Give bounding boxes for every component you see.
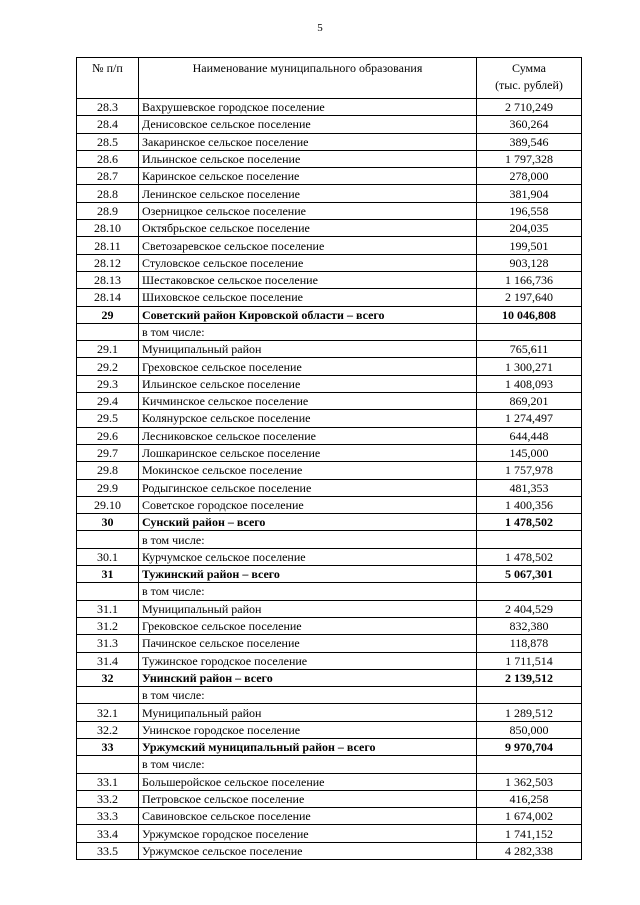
row-number: 32 [77,669,139,686]
column-header-sum-title: Сумма [512,61,546,75]
row-sum: 278,000 [477,168,582,185]
row-number: 30 [77,514,139,531]
column-header-name: Наименование муниципального образования [139,58,477,99]
row-name: Петровское сельское поселение [139,790,477,807]
table-row [77,756,582,773]
row-name: Ильинское сельское поселение [139,375,477,392]
table-row [77,358,582,375]
row-number: 33.2 [77,790,139,807]
row-name: Большеройское сельское поселение [139,773,477,790]
row-sum: 9 970,704 [477,738,582,755]
column-header-number: № п/п [77,58,139,99]
row-number: 30.1 [77,548,139,565]
row-number: 33.5 [77,842,139,859]
row-sum: 2 710,249 [477,99,582,116]
table-row-total [77,669,582,686]
row-number: 32.1 [77,704,139,721]
table-row [77,202,582,219]
row-number: 28.12 [77,254,139,271]
row-number: 28.8 [77,185,139,202]
row-sum: 199,501 [477,237,582,254]
row-sum: 1 478,502 [477,514,582,531]
row-name: Уржумский муниципальный район – всего [139,738,477,755]
row-name: в том числе: [139,756,477,773]
row-sum: 903,128 [477,254,582,271]
row-sum [477,583,582,600]
page-number: 5 [317,22,323,34]
row-sum: 2 197,640 [477,289,582,306]
table-header [77,58,582,99]
row-number: 29.10 [77,496,139,513]
table-row [77,237,582,254]
table-row [77,790,582,807]
table-row [77,687,582,704]
row-name: Советское городское поселение [139,496,477,513]
row-sum: 1 400,356 [477,496,582,513]
row-number: 33.1 [77,773,139,790]
row-sum: 1 797,328 [477,150,582,167]
table-row [77,116,582,133]
row-sum: 360,264 [477,116,582,133]
table-row-total [77,738,582,755]
row-sum: 204,035 [477,220,582,237]
row-sum: 1 757,978 [477,462,582,479]
row-name: Озерницкое сельское поселение [139,202,477,219]
column-header-sum [477,58,582,99]
row-name: Пачинское сельское поселение [139,635,477,652]
row-sum: 5 067,301 [477,566,582,583]
row-name: Шиховское сельское поселение [139,289,477,306]
row-name: Муниципальный район [139,704,477,721]
table-row [77,150,582,167]
row-number: 31.1 [77,600,139,617]
row-sum: 381,904 [477,185,582,202]
row-name: Греховское сельское поселение [139,358,477,375]
row-number: 31 [77,566,139,583]
table-row [77,583,582,600]
table-row [77,721,582,738]
table-row [77,825,582,842]
row-sum: 389,546 [477,133,582,150]
row-name: Вахрушевское городское поселение [139,99,477,116]
row-sum: 832,380 [477,617,582,634]
row-name: Денисовское сельское поселение [139,116,477,133]
row-number: 32.2 [77,721,139,738]
table-row [77,168,582,185]
row-name: Грековское сельское поселение [139,617,477,634]
row-number: 28.13 [77,271,139,288]
row-sum: 481,353 [477,479,582,496]
row-name: Тужинское городское поселение [139,652,477,669]
row-number: 29.7 [77,444,139,461]
row-name: в том числе: [139,531,477,548]
row-sum: 2 404,529 [477,600,582,617]
row-sum: 869,201 [477,393,582,410]
row-number: 29.6 [77,427,139,444]
table-row [77,427,582,444]
table-body [77,99,582,860]
row-number: 28.9 [77,202,139,219]
table-row [77,548,582,565]
table-row [77,617,582,634]
row-name: Курчумское сельское поселение [139,548,477,565]
column-header-sum-unit: (тыс. рублей) [495,78,563,92]
row-number: 29.1 [77,341,139,358]
table-row [77,496,582,513]
row-sum [477,687,582,704]
row-name: Савиновское сельское поселение [139,808,477,825]
row-sum: 2 139,512 [477,669,582,686]
table-row [77,271,582,288]
table-row [77,133,582,150]
table-row [77,773,582,790]
row-number [77,756,139,773]
row-name: Закаринское сельское поселение [139,133,477,150]
row-sum: 850,000 [477,721,582,738]
row-name: Колянурское сельское поселение [139,410,477,427]
row-number: 31.4 [77,652,139,669]
row-number: 29.8 [77,462,139,479]
table-row [77,479,582,496]
row-number [77,323,139,340]
row-number: 31.2 [77,617,139,634]
row-number: 28.4 [77,116,139,133]
row-name: Тужинский район – всего [139,566,477,583]
table-row [77,600,582,617]
row-number: 29.4 [77,393,139,410]
row-name: Муниципальный район [139,341,477,358]
row-number: 31.3 [77,635,139,652]
row-number: 28.3 [77,99,139,116]
table-row [77,341,582,358]
row-number [77,583,139,600]
row-sum: 1 408,093 [477,375,582,392]
row-name: Октябрьское сельское поселение [139,220,477,237]
table-row-total [77,514,582,531]
row-number: 29.5 [77,410,139,427]
row-sum: 1 362,503 [477,773,582,790]
table-row [77,842,582,859]
table-row [77,462,582,479]
row-name: Уржумское сельское поселение [139,842,477,859]
row-number [77,531,139,548]
row-sum: 145,000 [477,444,582,461]
row-number: 33.4 [77,825,139,842]
row-name: Мокинское сельское поселение [139,462,477,479]
table-row [77,375,582,392]
row-sum: 4 282,338 [477,842,582,859]
row-number: 33 [77,738,139,755]
row-name: Стуловское сельское поселение [139,254,477,271]
row-number: 29.3 [77,375,139,392]
row-name: Светозаревское сельское поселение [139,237,477,254]
row-name: Каринское сельское поселение [139,168,477,185]
table-row [77,444,582,461]
row-name: Шестаковское сельское поселение [139,271,477,288]
row-number: 28.7 [77,168,139,185]
row-number: 28.10 [77,220,139,237]
row-sum: 196,558 [477,202,582,219]
row-sum: 118,878 [477,635,582,652]
row-sum: 1 289,512 [477,704,582,721]
row-sum: 10 046,808 [477,306,582,323]
row-name: в том числе: [139,583,477,600]
row-number: 29 [77,306,139,323]
table-row [77,254,582,271]
row-sum: 1 274,497 [477,410,582,427]
row-name: в том числе: [139,687,477,704]
row-name: Кичминское сельское поселение [139,393,477,410]
row-number: 28.11 [77,237,139,254]
row-name: Советский район Кировской области – всего [139,306,477,323]
row-sum: 1 741,152 [477,825,582,842]
table-row [77,323,582,340]
table-row [77,635,582,652]
row-sum [477,323,582,340]
table-row [77,531,582,548]
header-row [77,58,582,99]
row-number: 28.5 [77,133,139,150]
table-row [77,289,582,306]
row-sum: 1 478,502 [477,548,582,565]
row-name: Лесниковское сельское поселение [139,427,477,444]
row-sum: 416,258 [477,790,582,807]
row-sum [477,756,582,773]
row-sum: 1 166,736 [477,271,582,288]
row-number: 29.2 [77,358,139,375]
row-name: Унинское городское поселение [139,721,477,738]
row-name: в том числе: [139,323,477,340]
row-name: Лошкаринское сельское поселение [139,444,477,461]
row-name: Ленинское сельское поселение [139,185,477,202]
row-name: Унинский район – всего [139,669,477,686]
row-number: 29.9 [77,479,139,496]
row-sum: 1 711,514 [477,652,582,669]
table-row-total [77,306,582,323]
row-number: 28.14 [77,289,139,306]
row-sum [477,531,582,548]
row-name: Муниципальный район [139,600,477,617]
row-name: Уржумское городское поселение [139,825,477,842]
table-row [77,704,582,721]
table-row [77,220,582,237]
row-number: 33.3 [77,808,139,825]
table-row [77,652,582,669]
row-sum: 765,611 [477,341,582,358]
row-number: 28.6 [77,150,139,167]
row-name: Родыгинское сельское поселение [139,479,477,496]
table-row-total [77,566,582,583]
row-name: Сунский район – всего [139,514,477,531]
table-row [77,808,582,825]
row-name: Ильинское сельское поселение [139,150,477,167]
table-row [77,99,582,116]
table-row [77,185,582,202]
row-sum: 1 300,271 [477,358,582,375]
row-sum: 1 674,002 [477,808,582,825]
row-sum: 644,448 [477,427,582,444]
table-row [77,410,582,427]
allocation-table [76,57,582,860]
table-row [77,393,582,410]
row-number [77,687,139,704]
